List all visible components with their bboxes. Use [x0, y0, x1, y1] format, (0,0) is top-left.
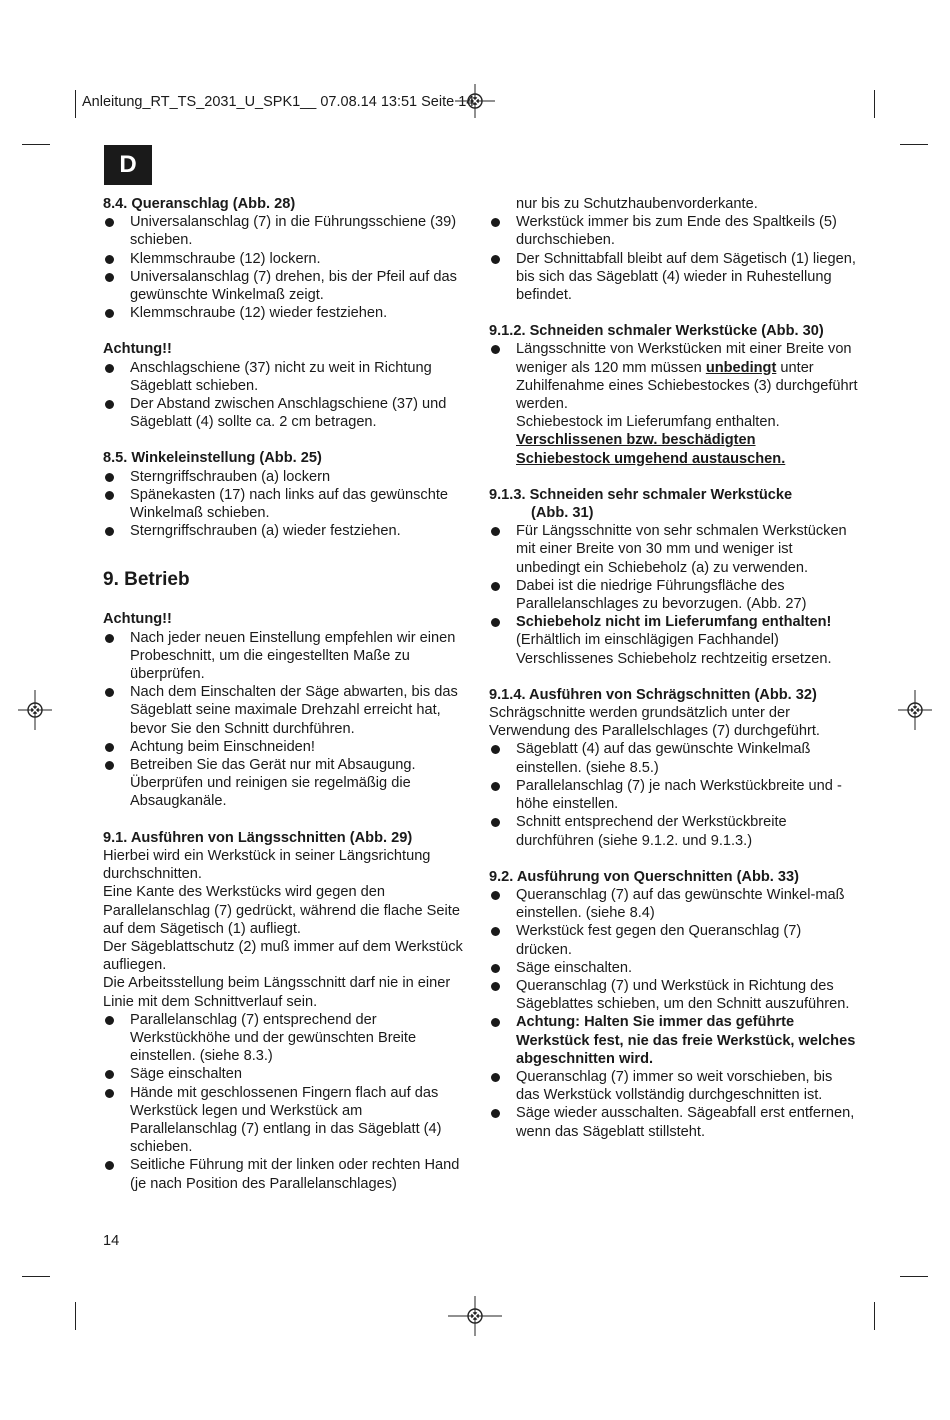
registration-mark-icon [898, 690, 932, 730]
warning-text: Schiebestock umgehend austauschen. [516, 450, 786, 467]
paragraph: Schiebestock im Lieferumfang enthalten. [516, 414, 780, 431]
list-item: Säge einschalten [103, 1065, 468, 1083]
list-item: Der Schnittabfall bleibt auf dem Sägetisch (1) liegen, bis sich das Sägeblatt (4) wieder in Ruhestellung befindet. [489, 250, 859, 305]
list-item: Queranschlag (7) und Werkstück in Richtung des Sägeblattes schieben, um den Schnitt auszuführen. [489, 977, 859, 1013]
section-heading: 9.1.4. Ausführen von Schrägschnitten (Abb. 32) [489, 686, 817, 703]
warning-heading: Achtung!! [103, 611, 172, 628]
list-item: Achtung beim Einschneiden! [103, 738, 468, 756]
crop-mark [900, 144, 928, 145]
list-item: Universalanschlag (7) drehen, bis der Pfeil auf das gewünschte Winkelmaß zeigt. [103, 268, 468, 304]
list-item: Klemmschraube (12) lockern. [103, 250, 468, 268]
paragraph: Hierbei wird ein Werkstück in seiner Längsrichtung durchschnitten. [103, 847, 431, 883]
language-tab: D [104, 145, 152, 185]
section-heading: 8.5. Winkeleinstellung (Abb. 25) [103, 450, 322, 467]
list-item: Universalanschlag (7) in die Führungsschiene (39) schieben. [103, 213, 468, 249]
list-item: Sterngriffschrauben (a) lockern [103, 468, 468, 486]
section-heading-cont: (Abb. 31) [531, 505, 594, 522]
page-number: 14 [103, 1233, 120, 1249]
warning-item: Achtung: Halten Sie immer das geführte Werkstück fest, nie das freie Werkstück, welches abgeschnitten wird. [489, 1013, 859, 1068]
section-heading: 9.1.3. Schneiden sehr schmaler Werkstücke [489, 486, 793, 503]
list-item: Dabei ist die niedrige Führungsfläche des Parallelanschlages zu bevorzugen. (Abb. 27) [489, 577, 859, 613]
crop-mark [874, 90, 875, 118]
list-item: Nach jeder neuen Einstellung empfehlen wir einen Probeschnitt, um die eingestellten Maße zu überprüfen. [103, 629, 468, 684]
list-item: Anschlagschiene (37) nicht zu weit in Richtung Sägeblatt schieben. [103, 359, 468, 395]
list-item: Spänekasten (17) nach links auf das gewünschte Winkelmaß schieben. [103, 486, 468, 522]
paragraph: Schrägschnitte werden grundsätzlich unter der Verwendung des Parallelschlages (7) durchgeführt. [489, 705, 820, 740]
list-item: Queranschlag (7) auf das gewünschte Winkel-maß einstellen. (siehe 8.4) [489, 886, 859, 922]
list-item: Der Abstand zwischen Anschlagschiene (37) und Sägeblatt (4) sollte ca. 2 cm betragen. [103, 395, 468, 431]
list-item [489, 613, 859, 668]
warning-text: Verschlissenen bzw. beschädigten [516, 432, 756, 449]
list-item: Schnitt entsprechend der Werkstückbreite durchführen (siehe 9.1.2. und 9.1.3.) [489, 813, 859, 849]
paragraph: Der Sägeblattschutz (2) muß immer auf dem Werkstück aufliegen. [103, 938, 463, 974]
list-item: Sterngriffschrauben (a) wieder festziehen. [103, 522, 468, 540]
list-item: Säge einschalten. [489, 959, 859, 977]
list-item-text: Längsschnitte von Werkstücken mit einer Breite von weniger als 120 mm müssen [516, 341, 852, 376]
list-item: Seitliche Führung mit der linken oder rechten Hand (je nach Position des Parallelanschlages) [103, 1156, 468, 1192]
list-item: Werkstück fest gegen den Queranschlag (7) drücken. [489, 922, 859, 958]
registration-mark-icon [18, 690, 52, 730]
list-item: Für Längsschnitte von sehr schmalen Werkstücken mit einer Breite von 30 mm und weniger ist unbedingt ein Schiebeholz (a) zu verwenden. [489, 522, 859, 577]
list-item: Sägeblatt (4) auf das gewünschte Winkelmaß einstellen. (siehe 8.5.) [489, 740, 859, 776]
list-item: Säge wieder ausschalten. Sägeabfall erst entfernen, wenn das Sägeblatt stillsteht. [489, 1104, 859, 1140]
list-item: Nach dem Einschalten der Säge abwarten, bis das Sägeblatt seine maximale Drehzahl erreicht hat, bevor Sie den Schnitt durchführen. [103, 683, 468, 738]
list-item [489, 340, 859, 413]
section-heading: 9.1.2. Schneiden schmaler Werkstücke (Abb. 30) [489, 323, 824, 340]
print-header: Anleitung_RT_TS_2031_U_SPK1__ 07.08.14 13:51 Seite 14 [82, 94, 475, 110]
chapter-heading: 9. Betrieb [103, 569, 190, 591]
list-item: Hände mit geschlossenen Fingern flach auf das Werkstück legen und Werkstück am Parallelanschlag (7) entlang in das Sägeblatt (4) schieben. [103, 1084, 468, 1157]
crop-mark [75, 90, 76, 118]
warning-heading: Achtung!! [103, 341, 172, 358]
crop-mark [75, 1302, 76, 1330]
list-item: Parallelanschlag (7) entsprechend der Werkstückhöhe und der gewünschten Breite einstellen. (siehe 8.3.) [103, 1011, 468, 1066]
left-column [103, 195, 468, 1193]
crop-mark [874, 1302, 875, 1330]
right-column [489, 195, 859, 1141]
section-heading: 9.1. Ausführen von Längsschnitten (Abb. 29) [103, 829, 413, 846]
list-item-text: unter Zuhilfenahme eines Schiebestockes (3) durchgeführt werden. [516, 359, 858, 413]
list-item: Parallelanschlag (7) je nach Werkstückbreite und -höhe einstellen. [489, 777, 859, 813]
list-item: Klemmschraube (12) wieder festziehen. [103, 304, 468, 322]
paragraph: nur bis zu Schutzhaubenvorderkante. [516, 196, 758, 212]
paragraph: Die Arbeitsstellung beim Längsschnitt darf nie in einer Linie mit dem Schnittverlauf sein. [103, 975, 451, 1010]
paragraph: Eine Kante des Werkstücks wird gegen den Parallelanschlag (7) gedrückt, während die flache Seite auf dem Sägetisch (1) aufliegt. [103, 884, 460, 937]
list-item: Betreiben Sie das Gerät nur mit Absaugung. Überprüfen und reinigen sie regelmäßig die Absaugkanäle. [103, 756, 468, 811]
list-item: Werkstück immer bis zum Ende des Spaltkeils (5) durchschieben. [489, 213, 859, 249]
section-heading: 9.2. Ausführung von Querschnitten (Abb. 33) [489, 868, 800, 885]
list-item-text: (Erhältlich im einschlägigen Fachhandel) Verschlissenes Schiebeholz rechtzeitig ersetzen. [516, 632, 832, 667]
emphasis-text: unbedingt [705, 359, 777, 376]
registration-mark-icon [448, 1296, 502, 1336]
crop-mark [22, 144, 50, 145]
list-item: Queranschlag (7) immer so weit vorschieben, bis das Werkstück vollständig durchgeschnitten ist. [489, 1068, 859, 1104]
emphasis-text: Schiebeholz nicht im Lieferumfang enthalten! [516, 614, 832, 631]
section-heading: 8.4. Queranschlag (Abb. 28) [103, 196, 296, 212]
crop-mark [22, 1276, 50, 1277]
crop-mark [900, 1276, 928, 1277]
